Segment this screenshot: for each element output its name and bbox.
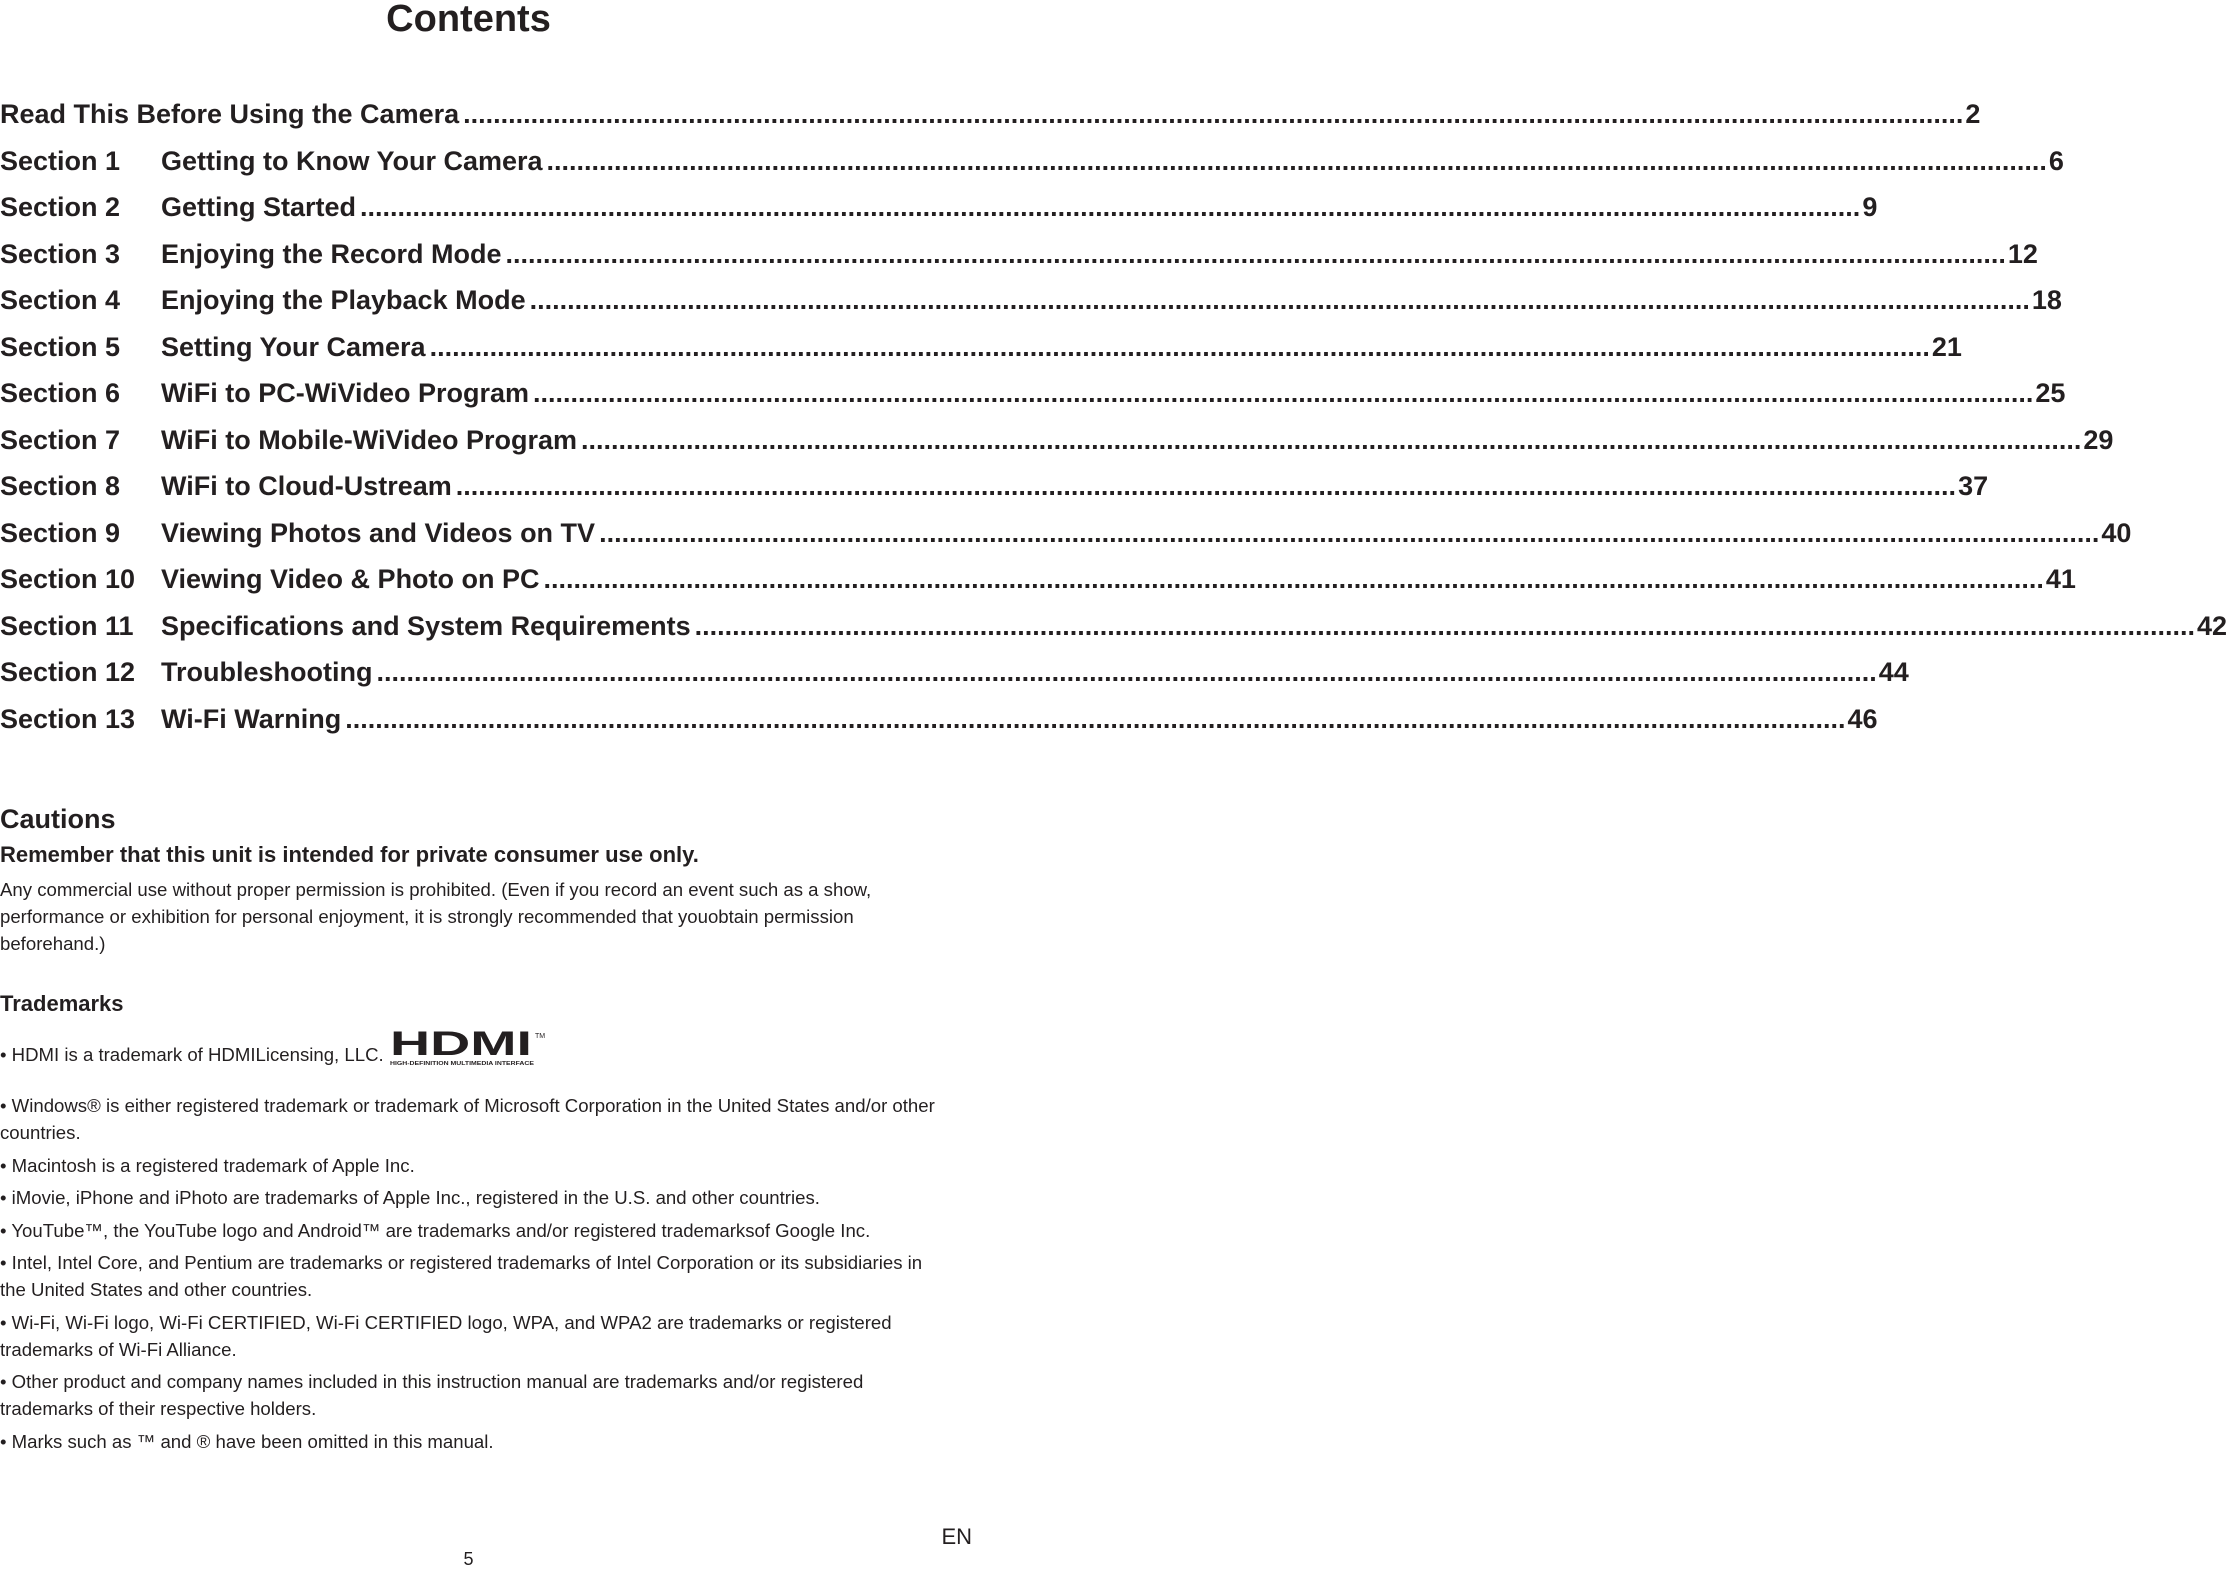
toc-leader-dots: ........................................................................................................................................................................................................: [455, 471, 1957, 501]
toc-leader-dots: ........................................................................................................................................................................................................: [505, 238, 2006, 269]
toc-entry-page: 9: [1862, 192, 1878, 222]
list-item: • Windows® is either registered trademark or trademark of Microsoft Corporation in the United States and/or other countries.: [0, 1095, 935, 1143]
toc-entry-title: Specifications and System Requirements: [161, 610, 691, 641]
toc-entry-section: Section 10: [0, 564, 136, 594]
toc-entry[interactable]: [0, 702, 1878, 749]
toc-entry-page: 6: [2048, 145, 2064, 176]
toc-leader-dots: ........................................................................................................................................................................................................: [429, 331, 1930, 362]
toc-leader-dots: ........................................................................................................................................................................................................: [533, 378, 2034, 408]
trademark-hdmi-item: [0, 1026, 550, 1068]
toc-entry-title: WiFi to PC-WiVideo Program: [161, 378, 530, 408]
toc-entry-section: Section 9: [0, 517, 121, 548]
cautions-subheading: Remember that this unit is intended for private consumer use only.: [0, 842, 699, 867]
hdmi-logo-wordmark: HDMI: [389, 1025, 532, 1063]
trademarks-heading: Trademarks: [0, 991, 124, 1016]
toc-entry-section: Section 5: [0, 331, 121, 362]
toc-entry-section: Section 4: [0, 285, 121, 315]
toc-entry[interactable]: [0, 469, 1989, 516]
toc-leader-dots: ........................................................................................................................................................................................................: [543, 564, 2044, 594]
toc-leader-dots: ........................................................................................................................................................................................................: [529, 285, 2030, 315]
hdmi-logo: [388, 1026, 550, 1066]
toc-entry-title: Enjoying the Playback Mode: [161, 285, 526, 315]
toc-entry-section: Section 13: [0, 703, 136, 734]
toc-entry-page: 42: [2196, 610, 2227, 641]
page-title: Contents: [386, 0, 551, 40]
trademarks-list: [0, 1092, 935, 1460]
toc-leader-dots: ........................................................................................................................................................................................................: [360, 192, 1861, 222]
toc-entry-section: Section 6: [0, 378, 121, 408]
toc-leader-dots: ........................................................................................................................................................................................................: [599, 517, 2100, 548]
toc-entry-page: 37: [1958, 471, 1989, 501]
toc-entry-title: Enjoying the Record Mode: [161, 238, 502, 269]
toc-entry-title: Setting Your Camera: [161, 331, 426, 362]
trademark-hdmi-text: • HDMI is a trademark of HDMILicensing, LLC.: [0, 1044, 384, 1065]
page-number: 5: [463, 1549, 474, 1569]
toc-entry-page: 18: [2031, 285, 2062, 315]
toc-entry-title: Viewing Photos and Videos on TV: [161, 517, 596, 548]
toc-entry-section: Section 11: [0, 610, 134, 641]
toc-entry[interactable]: [0, 655, 1909, 702]
toc-entry[interactable]: [0, 562, 2076, 609]
toc-entry[interactable]: [0, 516, 2132, 563]
toc-entry-title: Getting Started: [161, 192, 357, 222]
toc-entry-title: Viewing Video & Photo on PC: [161, 564, 540, 594]
toc-entry-page: 29: [2083, 424, 2114, 455]
toc-entry[interactable]: [0, 376, 2066, 423]
hdmi-logo-tagline: HIGH-DEFINITION MULTIMEDIA INTERFACE: [389, 1061, 535, 1067]
list-item: • Other product and company names included in this instruction manual are trademarks and/or registered trademarks of their respective holders.: [0, 1371, 864, 1419]
list-item: • Macintosh is a registered trademark of Apple Inc.: [0, 1154, 415, 1176]
toc-entry[interactable]: [0, 237, 2038, 284]
toc-entry-title: Troubleshooting: [161, 657, 373, 687]
toc-entry-title: WiFi to Mobile-WiVideo Program: [161, 424, 578, 455]
toc-entry-page: 44: [1878, 657, 1909, 687]
toc-leader-dots: ........................................................................................................................................................................................................: [581, 424, 2082, 455]
cautions-body: Any commercial use without proper permission is prohibited. (Even if you record an event such as a show, performance or exhibition for personal enjoyment, it is strongly recommended that youobtain permission beforehand.): [0, 879, 872, 954]
toc-entry[interactable]: [0, 97, 1981, 144]
table-of-contents: [0, 97, 2227, 748]
toc-entry[interactable]: [0, 609, 2227, 656]
toc-entry-title: Getting to Know Your Camera: [161, 145, 543, 176]
toc-entry-section: Section 7: [0, 424, 121, 455]
language-label: EN: [941, 1524, 972, 1549]
hdmi-logo-tm: TM: [534, 1033, 545, 1040]
toc-entry-page: 2: [1965, 99, 1981, 129]
toc-entry-page: 46: [1847, 703, 1878, 734]
toc-entry-section: Section 2: [0, 192, 121, 222]
list-item: • YouTube™, the YouTube logo and Android™ are trademarks and/or registered trademarksof Google Inc.: [0, 1219, 871, 1241]
toc-entry-title: Read This Before Using the Camera: [0, 99, 460, 129]
toc-entry[interactable]: [0, 423, 2114, 470]
toc-entry-page: 40: [2101, 517, 2132, 548]
list-item: • Marks such as ™ and ® have been omitted in this manual.: [0, 1430, 494, 1452]
list-item: • iMovie, iPhone and iPhoto are trademarks of Apple Inc., registered in the U.S. and other countries.: [0, 1187, 820, 1208]
toc-entry-title: Wi-Fi Warning: [161, 703, 342, 734]
toc-entry-section: Section 12: [0, 657, 136, 687]
list-item: • Wi-Fi, Wi-Fi logo, Wi-Fi CERTIFIED, Wi-Fi CERTIFIED logo, WPA, and WPA2 are trademarks or registered trademarks of Wi-Fi Alliance.: [0, 1311, 892, 1360]
toc-leader-dots: ........................................................................................................................................................................................................: [694, 610, 2195, 641]
toc-leader-dots: ........................................................................................................................................................................................................: [546, 145, 2047, 176]
toc-entry-title: WiFi to Cloud-Ustream: [161, 471, 452, 501]
toc-entry-page: 12: [2007, 238, 2038, 269]
toc-leader-dots: ........................................................................................................................................................................................................: [376, 657, 1877, 687]
toc-entry[interactable]: [0, 190, 1878, 237]
toc-leader-dots: ........................................................................................................................................................................................................: [463, 99, 1964, 129]
toc-entry[interactable]: [0, 144, 2064, 191]
toc-entry-page: 41: [2045, 564, 2076, 594]
toc-entry[interactable]: [0, 330, 1962, 377]
toc-entry-page: 25: [2035, 378, 2066, 408]
list-item: • Intel, Intel Core, and Pentium are trademarks or registered trademarks of Intel Corporation or its subsidiaries in the United States and other countries.: [0, 1252, 923, 1300]
toc-entry-page: 21: [1931, 331, 1962, 362]
toc-leader-dots: ........................................................................................................................................................................................................: [345, 703, 1846, 734]
toc-entry-section: Section 1: [0, 145, 121, 176]
toc-entry-section: Section 3: [0, 238, 121, 269]
toc-entry[interactable]: [0, 283, 2062, 330]
toc-entry-section: Section 8: [0, 471, 121, 501]
cautions-heading: Cautions: [0, 804, 116, 834]
